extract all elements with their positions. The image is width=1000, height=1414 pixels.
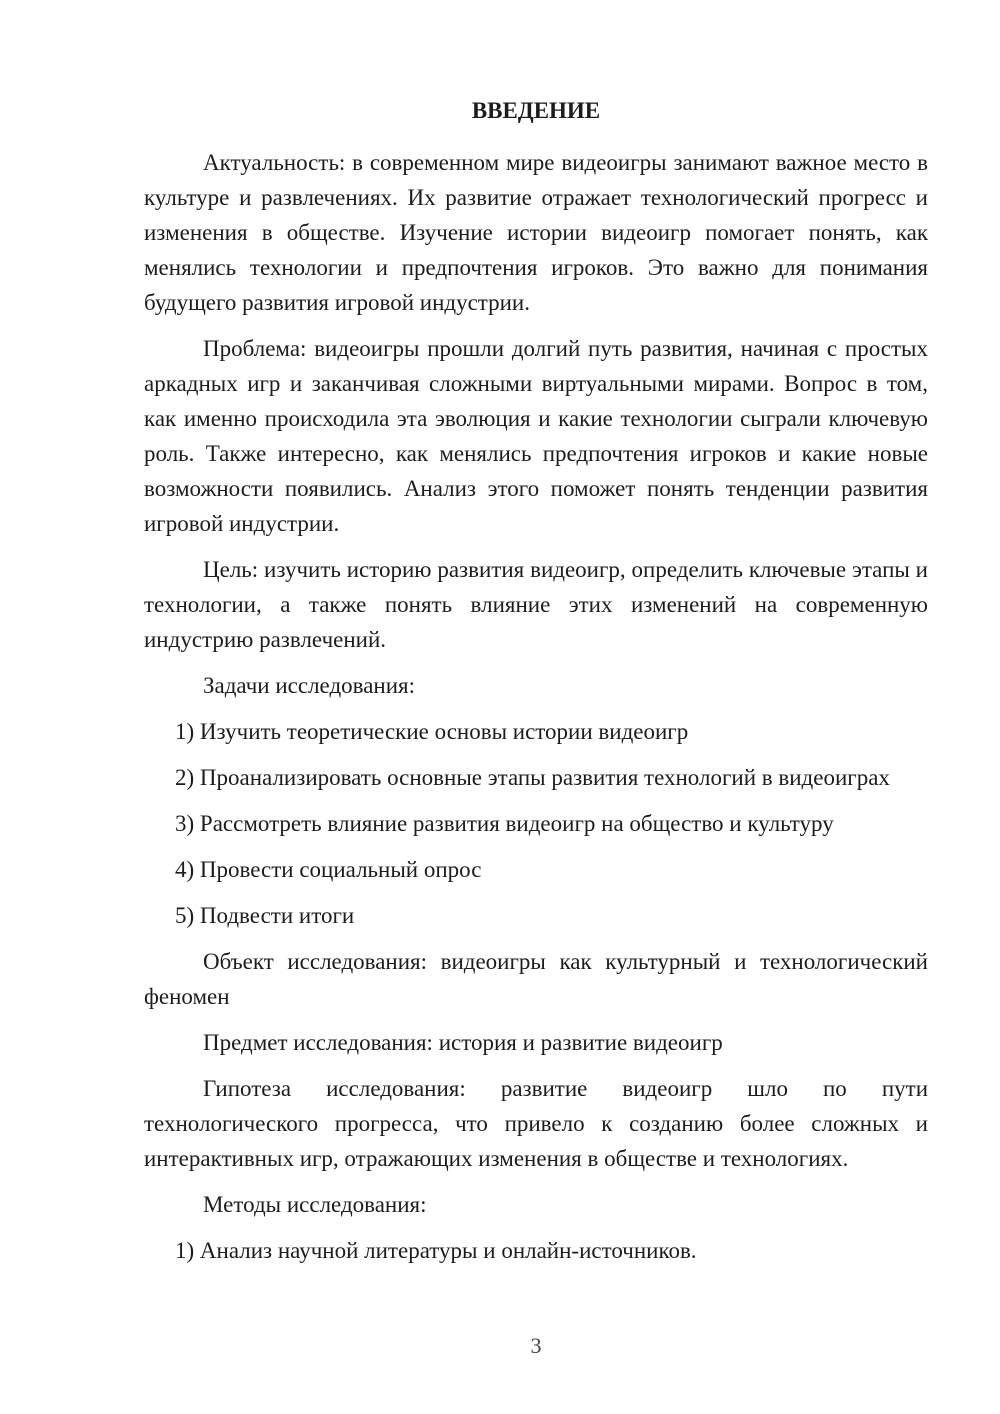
body-text — [144, 145, 928, 1268]
object-paragraph: Объект исследования: видеоигры как культурный и технологический феномен — [144, 949, 928, 1009]
goal-paragraph: Цель: изучить историю развития видеоигр, определить ключевые этапы и технологии, а также понять влияние этих изменений на современную индустрию развлечений. — [144, 557, 928, 652]
page-number: 3 — [530, 1333, 542, 1358]
subject-paragraph: Предмет исследования: история и развитие видеоигр — [203, 1030, 723, 1055]
task-item-5: 5) Подвести итоги — [175, 903, 355, 928]
task-item-1: 1) Изучить теоретические основы истории видеоигр — [175, 719, 689, 744]
task-item-3: 3) Рассмотреть влияние развития видеоигр на общество и культуру — [175, 811, 834, 836]
hypothesis-paragraph: Гипотеза исследования: развитие видеоигр шло по пути технологического прогресса, что привело к созданию более сложных и интерактивных игр, отражающих изменения в обществе и технологиях. — [144, 1076, 928, 1171]
relevance-paragraph: Актуальность: в современном мире видеоигры занимают важное место в культуре и развлечениях. Их развитие отражает технологический прогресс и изменения в обществе. Изучение истории видеоигр помогает понять, как менялись технологии и предпочтения игроков. Это важно для понимания будущего развития игровой индустрии. — [144, 150, 928, 315]
tasks-heading: Задачи исследования: — [203, 673, 416, 698]
problem-paragraph: Проблема: видеоигры прошли долгий путь развития, начиная с простых аркадных игр и заканчивая сложными виртуальными мирами. Вопрос в том, как именно происходила эта эволюция и какие технологии сыграли ключевую роль. Также интересно, как менялись предпочтения игроков и какие новые возможности появились. Анализ этого поможет понять тенденции развития игровой индустрии. — [144, 336, 928, 536]
task-item-4: 4) Провести социальный опрос — [175, 857, 482, 882]
task-item-2: 2) Проанализировать основные этапы развития технологий в видеоиграх — [175, 765, 890, 790]
method-item-1: 1) Анализ научной литературы и онлайн-источников. — [175, 1238, 697, 1263]
methods-heading: Методы исследования: — [203, 1192, 427, 1217]
section-title: ВВЕДЕНИЕ — [471, 98, 601, 123]
